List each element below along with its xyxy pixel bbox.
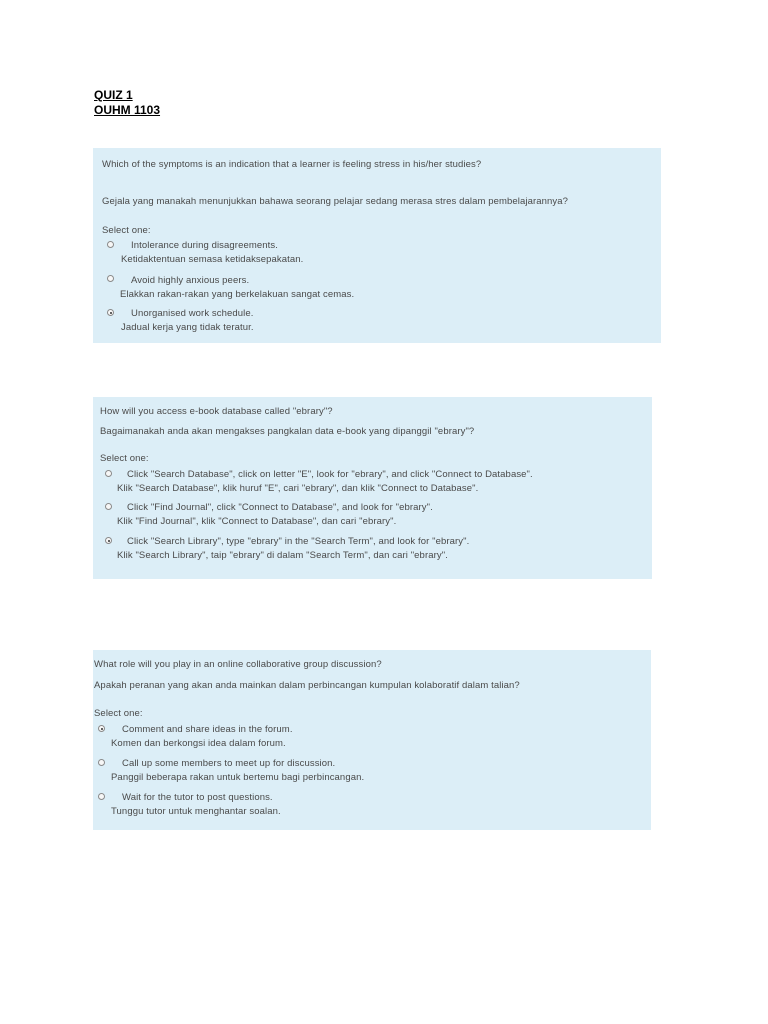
question-text-en: Which of the symptoms is an indication that a learner is feeling stress in his/her studies? [102, 159, 482, 170]
quiz-title: QUIZ 1 [94, 88, 133, 102]
radio-button-checked-icon[interactable] [105, 537, 112, 544]
option-text-ms: Klik "Find Journal", klik "Connect to Database", dan cari "ebrary". [117, 516, 397, 527]
select-one-label: Select one: [94, 708, 143, 719]
question-text-ms: Gejala yang manakah menunjukkan bahawa seorang pelajar sedang merasa stres dalam pembelajarannya? [102, 196, 568, 207]
radio-button-icon[interactable] [107, 241, 114, 248]
select-one-label: Select one: [102, 225, 151, 236]
select-one-label: Select one: [100, 453, 149, 464]
radio-button-icon[interactable] [105, 503, 112, 510]
option-text-en: Wait for the tutor to post questions. [122, 792, 273, 803]
document-header [94, 88, 160, 118]
question-block-1 [93, 148, 661, 343]
radio-button-checked-icon[interactable] [107, 309, 114, 316]
question-text-ms: Bagaimanakah anda akan mengakses pangkalan data e-book yang dipanggil "ebrary"? [100, 426, 475, 437]
question-block-3 [93, 650, 651, 830]
option-text-en: Call up some members to meet up for discussion. [122, 758, 336, 769]
question-text-en: What role will you play in an online collaborative group discussion? [94, 659, 382, 670]
radio-button-checked-icon[interactable] [98, 725, 105, 732]
option-text-en: Click "Search Database", click on letter "E", look for "ebrary", and click "Connect to Database". [127, 469, 533, 480]
option-text-en: Avoid highly anxious peers. [131, 275, 250, 286]
option-text-ms: Panggil beberapa rakan untuk bertemu bagi perbincangan. [111, 772, 365, 783]
radio-button-icon[interactable] [107, 275, 114, 282]
question-block-2 [93, 397, 652, 579]
question-text-en: How will you access e-book database called "ebrary"? [100, 406, 333, 417]
option-text-ms: Klik "Search Library", taip "ebrary" di dalam "Search Term", dan cari "ebrary". [117, 550, 448, 561]
option-text-ms: Tunggu tutor untuk menghantar soalan. [111, 806, 281, 817]
radio-button-icon[interactable] [98, 793, 105, 800]
course-code: OUHM 1103 [94, 103, 161, 117]
option-text-ms: Klik "Search Database", klik huruf "E", cari "ebrary", dan klik "Connect to Database". [117, 483, 479, 494]
option-text-en: Unorganised work schedule. [131, 308, 254, 319]
option-text-en: Intolerance during disagreements. [131, 240, 278, 251]
option-text-ms: Jadual kerja yang tidak teratur. [121, 322, 254, 333]
option-text-ms: Ketidaktentuan semasa ketidaksepakatan. [121, 254, 304, 265]
question-text-ms: Apakah peranan yang akan anda mainkan dalam perbincangan kumpulan kolaboratif dalam talian? [94, 680, 520, 691]
option-text-en: Click "Search Library", type "ebrary" in the "Search Term", and look for "ebrary". [127, 536, 470, 547]
radio-button-icon[interactable] [98, 759, 105, 766]
radio-button-icon[interactable] [105, 470, 112, 477]
option-text-ms: Komen dan berkongsi idea dalam forum. [111, 738, 286, 749]
option-text-en: Click "Find Journal", click "Connect to Database", and look for "ebrary". [127, 502, 433, 513]
option-text-en: Comment and share ideas in the forum. [122, 724, 293, 735]
option-text-ms: Elakkan rakan-rakan yang berkelakuan sangat cemas. [120, 289, 355, 300]
